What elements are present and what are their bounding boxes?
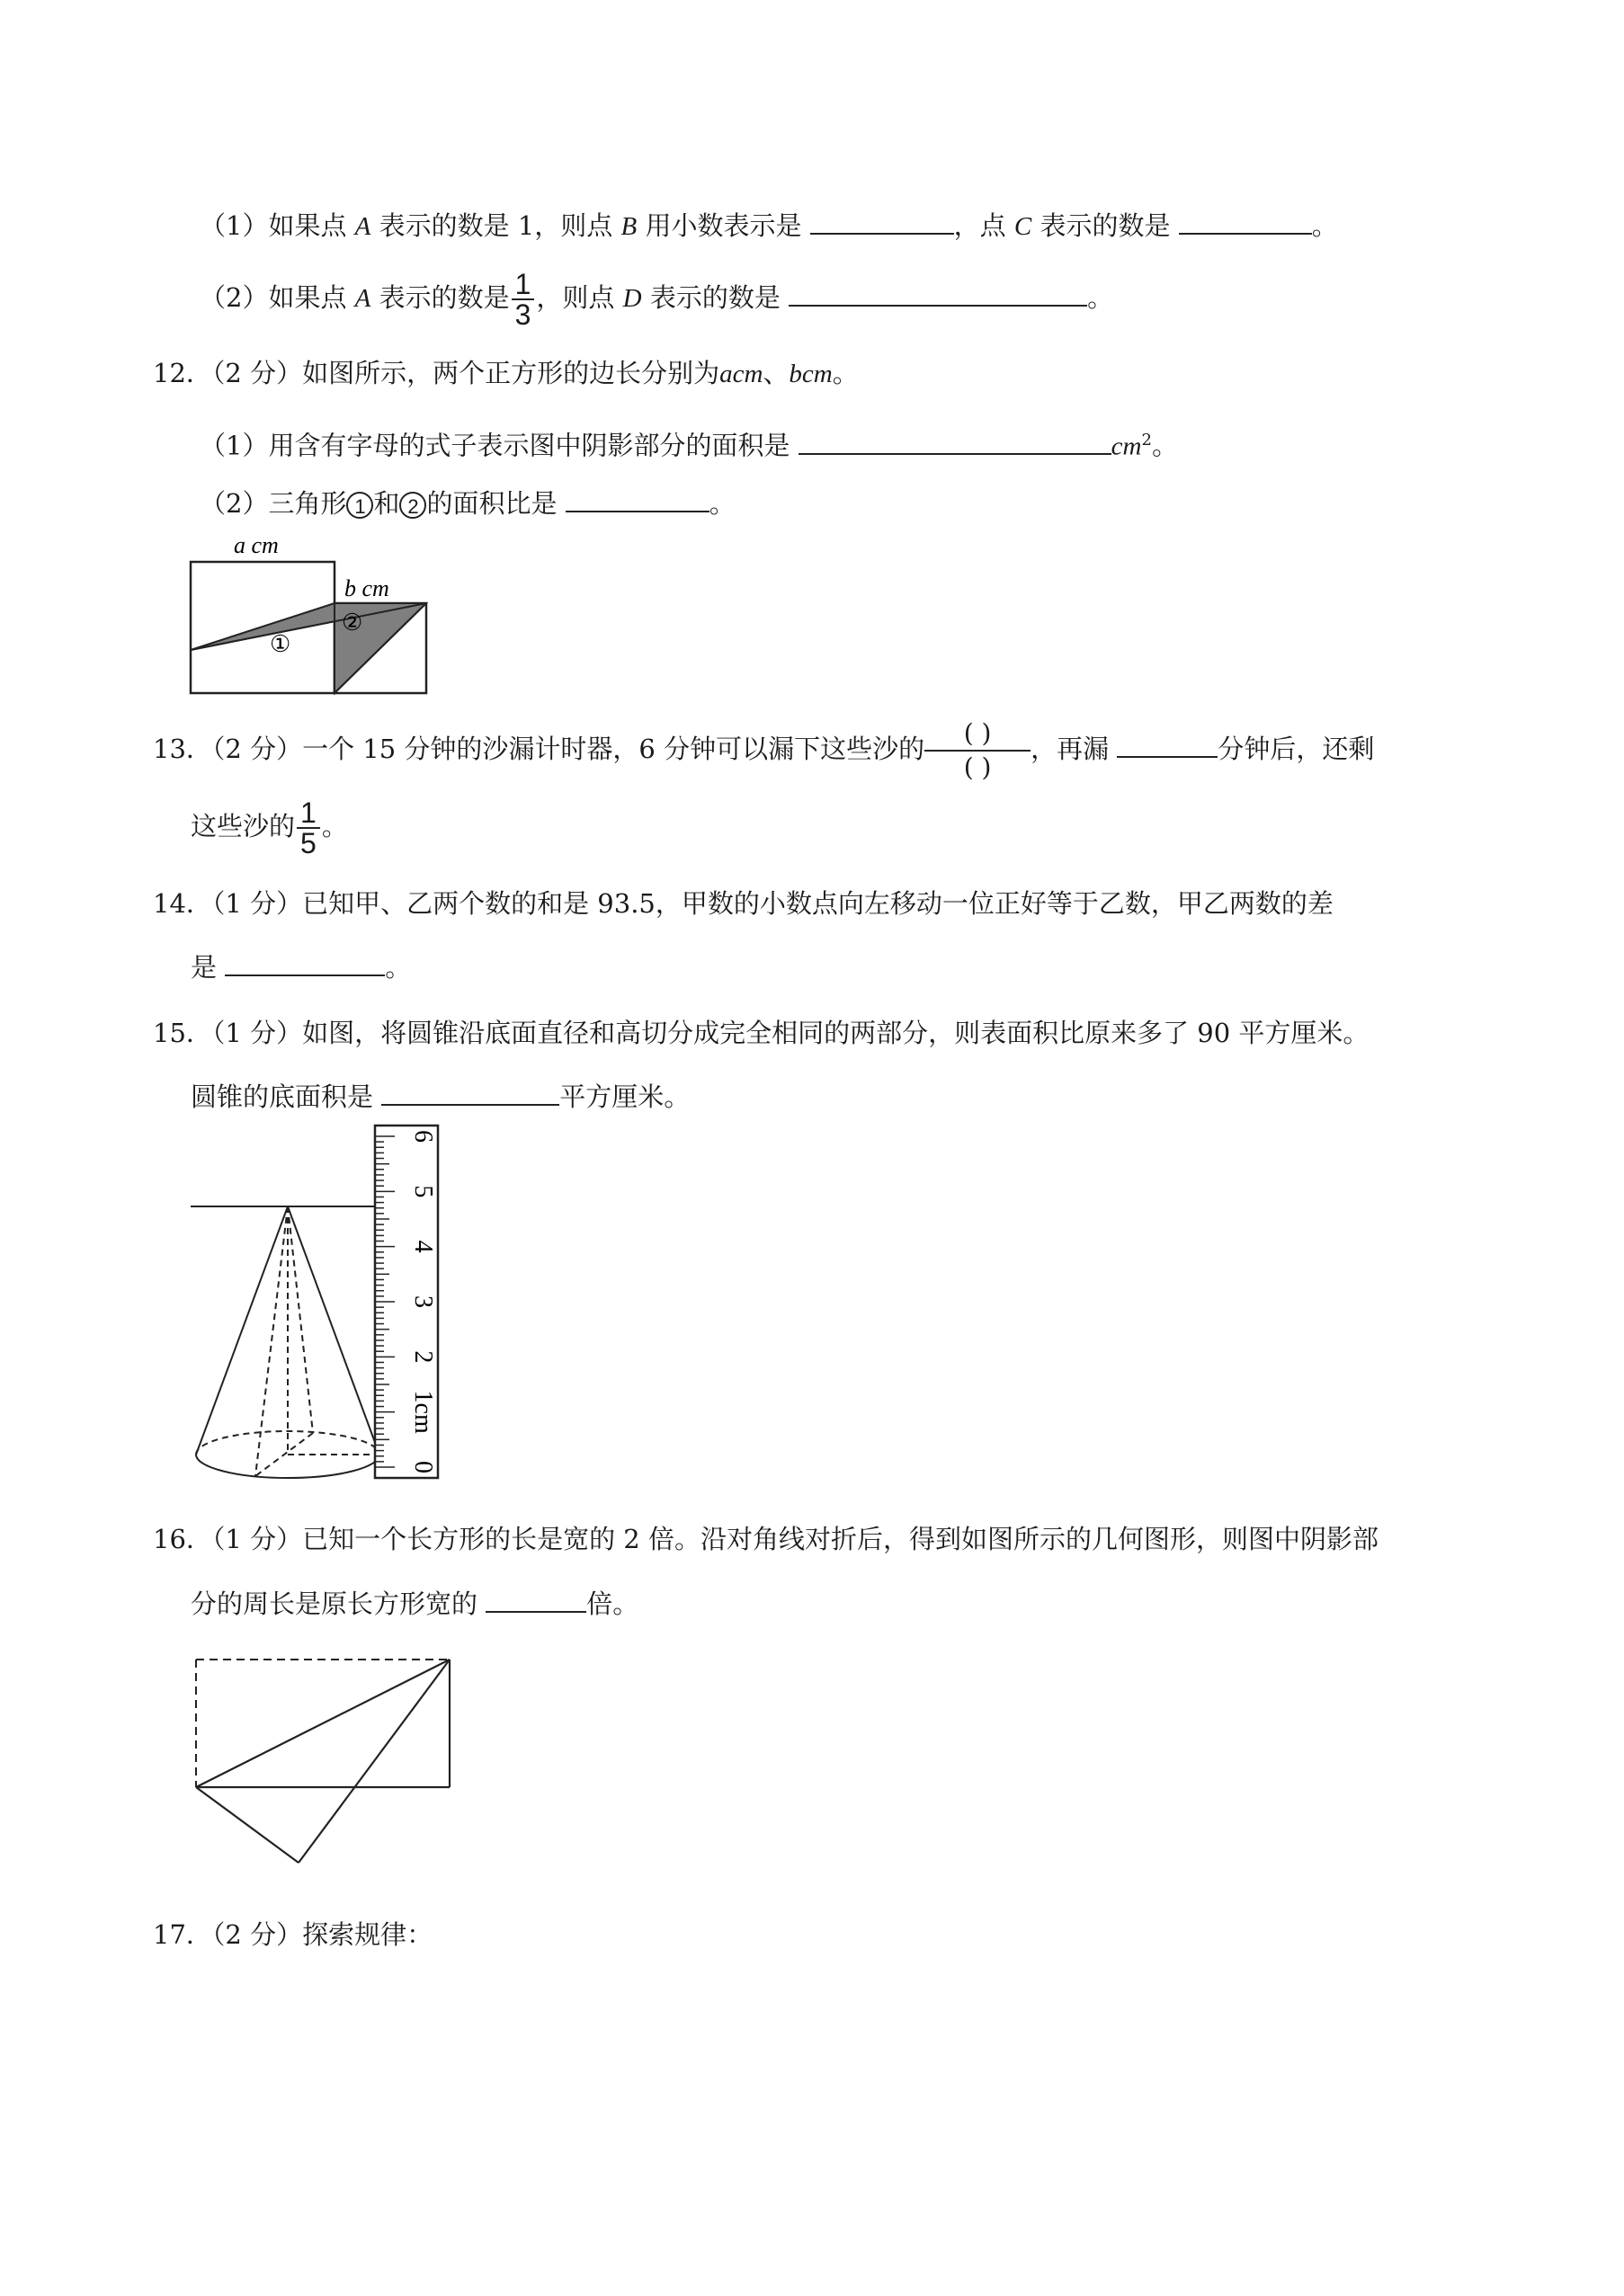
folded-edge-upper bbox=[299, 1660, 450, 1863]
answer-blank[interactable] bbox=[486, 1584, 586, 1613]
fraction-one-third: $\frac{1}{3}$ bbox=[512, 270, 535, 329]
blank-fraction[interactable]: $\frac{( )}{( )}$ bbox=[924, 717, 1031, 784]
answer-blank[interactable] bbox=[566, 484, 709, 512]
q16-line2: 分的周长是原长方形宽的 倍。 bbox=[191, 1584, 638, 1622]
q11-part1: （1）如果点 A 表示的数是 1，则点 B 用小数表示是 ，点 C 表示的数是 。 bbox=[200, 206, 1338, 245]
answer-blank[interactable] bbox=[810, 206, 954, 235]
q15-cone-ruler-figure bbox=[180, 1124, 450, 1510]
ruler-label: 3 bbox=[409, 1295, 437, 1308]
ruler-label: 5 bbox=[409, 1185, 437, 1198]
cone-left-edge bbox=[196, 1206, 288, 1455]
q13-line2: 这些沙的 $\frac{1}{5}$ 。 bbox=[191, 796, 348, 859]
answer-blank[interactable] bbox=[225, 948, 385, 976]
answer-blank[interactable] bbox=[789, 278, 1087, 307]
q14-line1: 14．（1 分）已知甲、乙两个数的和是 93.5，甲数的小数点向左移动一位正好等于乙数，甲乙两数的差 bbox=[153, 888, 1334, 919]
q12-squares-figure bbox=[180, 526, 432, 697]
fraction-one-fifth: $\frac{1}{5}$ bbox=[297, 798, 320, 858]
answer-blank[interactable] bbox=[1179, 206, 1312, 235]
q15-line2: 圆锥的底面积是 平方厘米。 bbox=[191, 1077, 690, 1115]
q11-part2: （2）如果点 A 表示的数是 $\frac{1}{3}$ ，则点 D 表示的数是 。 bbox=[200, 268, 1114, 331]
q16-line1: 16．（1 分）已知一个长方形的长是宽的 2 倍。沿对角线对折后，得到如图所示的几何图形，则图中阴影部 bbox=[153, 1524, 1379, 1554]
ruler-label: 0 bbox=[409, 1461, 437, 1473]
ruler bbox=[375, 1126, 438, 1478]
answer-blank[interactable] bbox=[1117, 729, 1218, 758]
triangle-1-label: ① bbox=[270, 631, 291, 657]
fold-diagonal bbox=[196, 1660, 450, 1787]
answer-blank[interactable] bbox=[799, 426, 1111, 455]
q14-line2: 是 。 bbox=[191, 948, 411, 985]
ruler-label: 6 bbox=[409, 1130, 437, 1143]
folded-edge-lower bbox=[196, 1787, 299, 1863]
cone-base-front bbox=[196, 1455, 379, 1478]
ruler-label: 1cm bbox=[409, 1390, 437, 1434]
answer-blank[interactable] bbox=[381, 1077, 559, 1106]
circled-number-1: 1 bbox=[346, 492, 373, 519]
label-b-cm: b cm bbox=[344, 575, 389, 601]
q16-folded-rectangle-figure bbox=[180, 1645, 468, 1879]
label-a-cm: a cm bbox=[234, 532, 279, 558]
circled-number-2: 2 bbox=[399, 492, 426, 519]
q13-line1: 13．（2 分）一个 15 分钟的沙漏计时器，6 分钟可以漏下这些沙的 $\frac{( )}{( )}$ ，再漏 分钟后，还剩 bbox=[153, 718, 1375, 782]
q12-part2: （2）三角形 1 和 2 的面积比是 。 bbox=[200, 484, 736, 521]
q15-line1: 15．（1 分）如图，将圆锥沿底面直径和高切分成完全相同的两部分，则表面积比原来多了 90 平方厘米。 bbox=[153, 1018, 1370, 1048]
ruler-label: 2 bbox=[409, 1350, 437, 1364]
q12-part1: （1）用含有字母的式子表示图中阴影部分的面积是 $cm^2$。 bbox=[200, 423, 1178, 465]
q12-heading: 12．（2 分）如图所示，两个正方形的边长分别为acm、bcm。 bbox=[153, 358, 859, 388]
q17-line1: 17．（2 分）探索规律： bbox=[153, 1919, 433, 1950]
ruler-label: 4 bbox=[409, 1240, 437, 1253]
triangle-2-label: ② bbox=[342, 610, 363, 636]
